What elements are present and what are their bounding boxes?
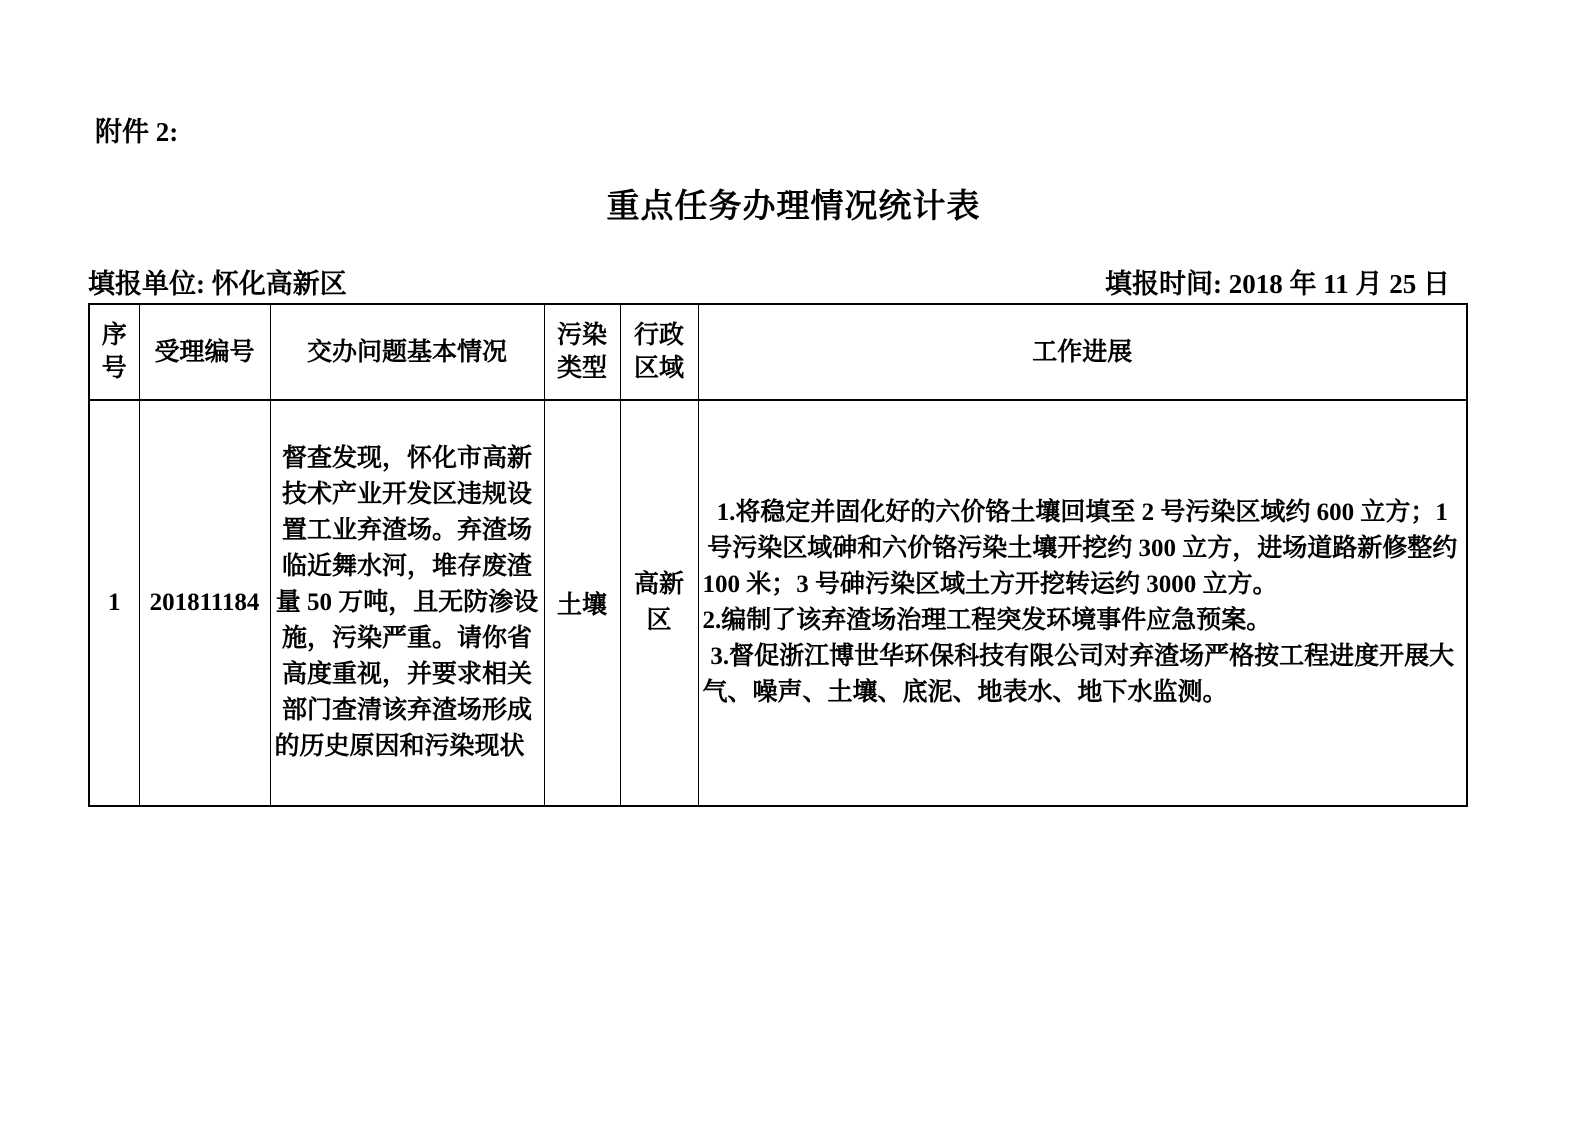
header-case-number: 受理编号: [139, 304, 270, 400]
cell-region: 高新区: [620, 400, 698, 806]
cell-problem: 督查发现，怀化市高新技术产业开发区违规设置工业弃渣场。弃渣场临近舞水河，堆存废渣量 50 万吨，且无防渗设施，污染严重。请你省高度重视，并要求相关部门查清该弃渣场形成的历史原因和污染现状: [270, 400, 544, 806]
header-progress: 工作进展: [698, 304, 1467, 400]
header-region: 行政区域: [620, 304, 698, 400]
header-problem: 交办问题基本情况: [270, 304, 544, 400]
header-pollution-type: 污染类型: [544, 304, 620, 400]
progress-item-3: 3.督促浙江博世华环保科技有限公司对弃渣场严格按工程进度开展大气、噪声、土壤、底泥、地表水、地下水监测。: [702, 643, 1455, 706]
cell-seq: 1: [89, 400, 139, 806]
attachment-label: 附件 2:: [95, 117, 179, 147]
reporting-time-label: 填报时间: 2018 年 11 月 25 日: [1104, 269, 1450, 299]
table-header-row: [89, 304, 1467, 400]
cell-progress: [698, 400, 1467, 806]
cell-case-number: 201811184: [139, 400, 270, 806]
cell-pollution-type: 土壤: [544, 400, 620, 806]
progress-item-1: 1.将稳定并固化好的六价铬土壤回填至 2 号污染区域约 600 立方；1 号污染区域砷和六价铬污染土壤开挖约 300 立方，进场道路新修整约 100 米；3 号砷污染区域土方开挖转运约 3000 立方。: [702, 499, 1458, 598]
progress-item-2: 2.编制了该弃渣场治理工程突发环境事件应急预案。: [702, 607, 1272, 634]
stats-table: [88, 303, 1468, 807]
page-title: 重点任务办理情况统计表: [606, 189, 981, 225]
header-seq: 序号: [89, 304, 139, 400]
meta-row: [88, 262, 1466, 301]
table-row: [89, 400, 1467, 806]
reporting-unit-label: 填报单位: 怀化高新区: [88, 269, 347, 299]
